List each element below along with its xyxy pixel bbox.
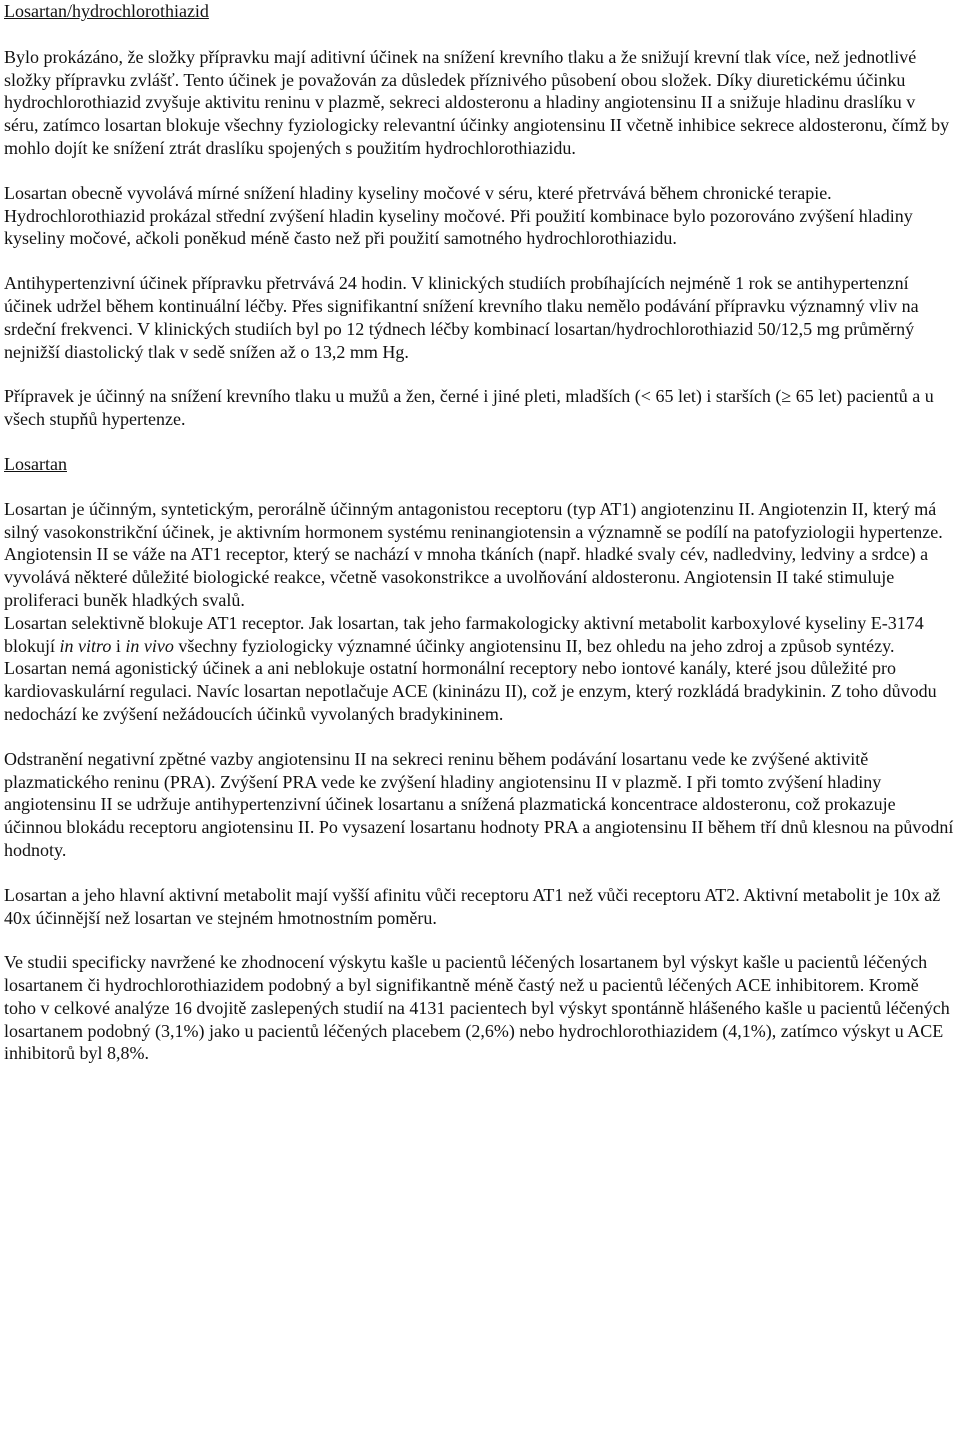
in-vitro-italic: in vitro xyxy=(59,635,112,656)
in-vivo-italic: in vivo xyxy=(125,635,174,656)
paragraph-no-agonist-effect: Losartan nemá agonistický účinek a ani neblokuje ostatní hormonální receptory nebo iontové kanály, které jsou důležité pro kardiovaskulární regulaci. Navíc losartan nepotlačuje ACE (kininázu II), což je enzym, který rozkládá bradykinin. Z toho důvodu nedochází ke zvýšení nežádoucích účinků vyvolaných bradykininem. xyxy=(4,658,937,724)
paragraph-additive-effect: Bylo prokázáno, že složky přípravku mají aditivní účinek na snížení krevního tlaku a že snižují krevní tlak více, než jednotlivé složky přípravku zvlášť. Tento účinek je považován za důsledek příznivého působení obou složek. Díky diuretickému účinku hydrochlorothiazid zvyšuje aktivitu reninu v plazmě, sekreci aldosteronu a hladiny angiotensinu II a snižuje hladinu draslíku v séru, zatímco losartan blokuje všechny fyziologicky relevantní účinky angiotensinu II včetně inhibice sekrece aldosteronu, čímž by mohlo dojít ke snížení ztrát draslíku spojených s použitím hydrochlorothiazidu. xyxy=(4,46,950,158)
paragraph-antihypertensive-duration: Antihypertenzivní účinek přípravku přetrvává 24 hodin. V klinických studiích probíhajících nejméně 1 rok se antihypertenzní účinek udržel během kontinuální léčby. Přes signifikantní snížení krevního tlaku nemělo podávání přípravku významný vliv na srdeční frekvenci. V klinických studiích byl po 12 týdnech léčby kombinací losartan/hydrochlorothiazid 50/12,5 mg průměrný nejnižší diastolický tlak v sedě snížen až o 13,2 mm Hg. xyxy=(4,273,919,362)
section-heading-losartan-hydrochlorothiazid: Losartan/hydrochlorothiazid xyxy=(4,1,209,21)
at1-text-between: i xyxy=(111,635,126,656)
paragraph-at1-blockade xyxy=(4,612,954,658)
paragraph-losartan-mechanism: Losartan je účinným, syntetickým, perorálně účinným antagonistou receptoru (typ AT1) angiotenzinu II. Angiotenzin II, který má silný vasokonstrikční účinek, je aktivním hormonem systému reninangiotensin a významně se podílí na patofyziologii hypertenze. Angiotensin II se váže na AT1 receptor, který se nachází v mnoha tkáních (např. hladké svaly cév, nadledviny, ledviny a srdce) a vyvolává některé důležité biologické reakce, včetně vasokonstrikce a uvolňování aldosteronu. Angiotensin II také stimuluje proliferaci buněk hladkých svalů. xyxy=(4,498,943,610)
at1-text-start: Losartan selektivně blokuje AT1 receptor. Jak losartan, tak jeho farmakologicky aktivní metabolit karboxylové kyseliny E-3174 blokují xyxy=(4,612,924,656)
section-heading-losartan: Losartan xyxy=(4,453,67,474)
paragraph-receptor-affinity: Losartan a jeho hlavní aktivní metabolit mají vyšší afinitu vůči receptoru AT1 než vůči receptoru AT2. Aktivní metabolit je 10x až 40x účinnější než losartan ve stejném hmotnostním poměru. xyxy=(4,884,941,928)
paragraph-uric-acid: Losartan obecně vyvolává mírné snížení hladiny kyseliny močové v séru, které přetrvává během chronické terapie. Hydrochlorothiazid prokázal střední zvýšení hladin kyseliny močové. Při použití kombinace bylo pozorováno zvýšení hladiny kyseliny močové, ačkoli poněkud méně často než při použití samotného hydrochlorothiazidu. xyxy=(4,182,913,249)
paragraph-cough-study: Ve studii specificky navržené ke zhodnocení výskytu kašle u pacientů léčených losartanem byl výskyt kašle u pacientů léčených losartanem či hydrochlorothiazidem podobný a byl signifikantně méně častý než u pacientů léčených ACE inhibitorem. Kromě toho v celkové analýze 16 dvojitě zaslepených studií na 4131 pacientech byl výskyt spontánně hlášeného kašle u pacientů léčených losartanem podobný (3,1%) jako u pacientů léčených placebem (2,6%) nebo hydrochlorothiazidem (4,1%), zatímco výskyt u ACE inhibitorů byl 8,8%. xyxy=(4,952,950,1064)
paragraph-efficacy-groups: Přípravek je účinný na snížení krevního tlaku u mužů a žen, černé i jiné pleti, mladších (< 65 let) i starších (≥ 65 let) pacientů a u všech stupňů hypertenze. xyxy=(4,386,934,430)
at1-text-end: všechny fyziologicky významné účinky angiotensinu II, bez ohledu na jeho zdroj a způsob syntézy. xyxy=(173,635,895,656)
paragraph-negative-feedback: Odstranění negativní zpětné vazby angiotensinu II na sekreci reninu během podávání losartanu vede ke zvýšené aktivitě plazmatického reninu (PRA). Zvýšení PRA vede ke zvýšení hladiny angiotensinu II v plazmě. I při tomto zvýšení hladiny angiotensinu II se udržuje antihypertenzivní účinek losartanu a snížená plazmatická koncentrace aldosteronu, což prokazuje účinnou blokádu receptoru angiotensinu II. Po vysazení losartanu hodnoty PRA a angiotensinu II během tří dnů klesnou na původní hodnoty. xyxy=(4,748,954,860)
